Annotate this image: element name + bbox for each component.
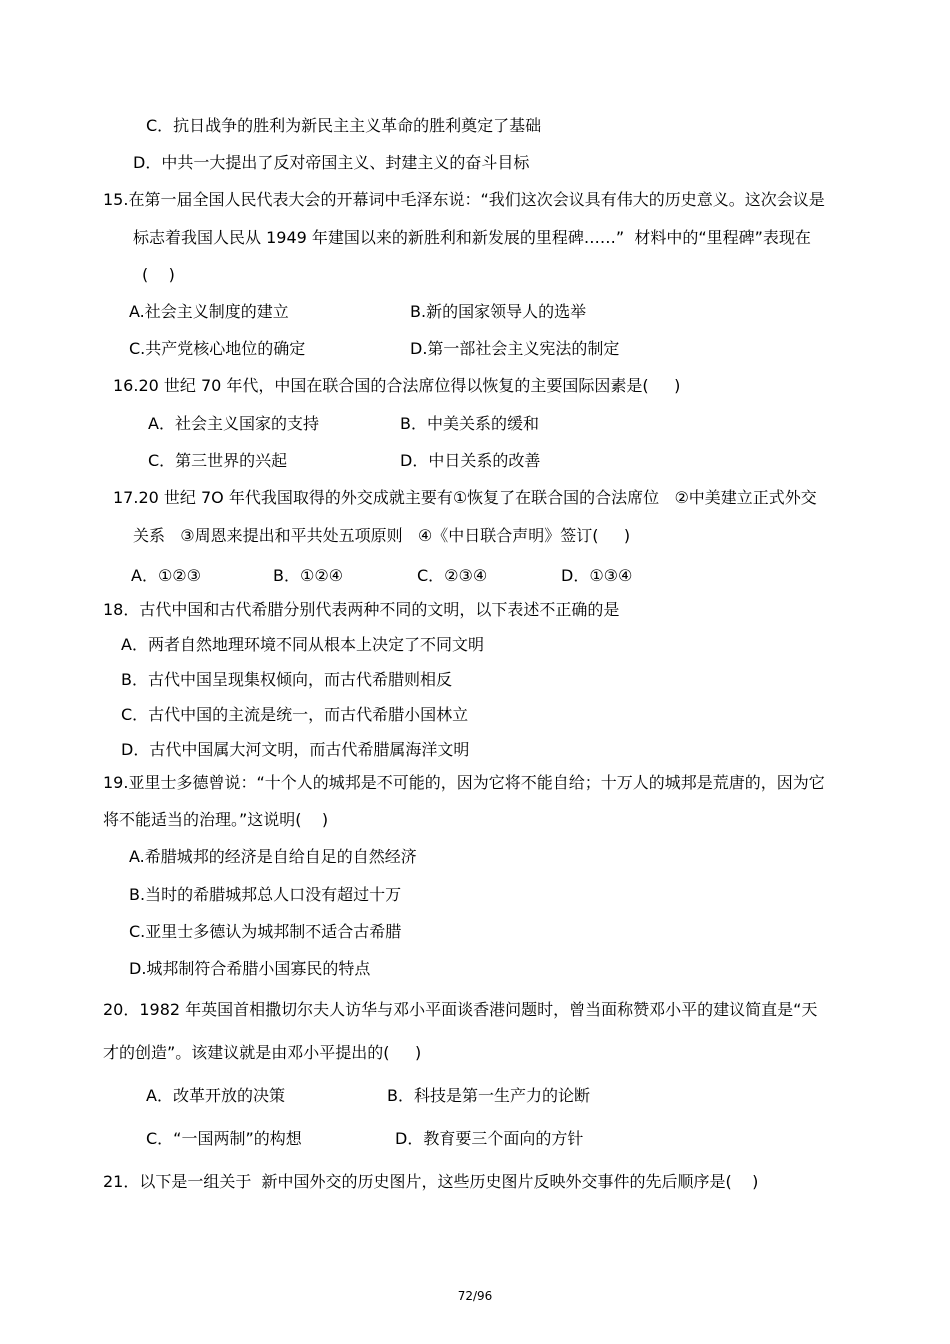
q17-option-d: D．①③④ bbox=[561, 566, 633, 585]
q15-option-d: D.第一部社会主义宪法的制定 bbox=[410, 339, 620, 358]
q18-stem: 18．古代中国和古代希腊分别代表两种不同的文明，以下表述不正确的是 bbox=[103, 600, 620, 619]
q18-option-d: D．古代中国属大河文明，而古代希腊属海洋文明 bbox=[121, 740, 470, 759]
q17-stem: 17.20 世纪 7O 年代我国取得的外交成就主要有①恢复了在联合国的合法席位 ②中美建立正式外交 bbox=[113, 488, 817, 507]
q18-option-a: A．两者自然地理环境不同从根本上决定了不同文明 bbox=[121, 635, 484, 654]
q20-option-c: C．“一国两制”的构想 bbox=[146, 1129, 302, 1148]
q17-option-a: A．①②③ bbox=[131, 566, 201, 585]
q19-option-b: B.当时的希腊城邦总人口没有超过十万 bbox=[129, 885, 402, 904]
q20-option-d: D．教育要三个面向的方针 bbox=[395, 1129, 584, 1148]
q14-option-c: C．抗日战争的胜利为新民主主义革命的胜利奠定了基础 bbox=[146, 116, 542, 135]
q21-stem: 21．以下是一组关于 新中国外交的历史图片，这些历史图片反映外交事件的先后顺序是( ) bbox=[103, 1172, 759, 1191]
q15-stem-cont: 标志着我国人民从 1949 年建国以来的新胜利和新发展的里程碑……” 材料中的“里程碑”表现在 bbox=[133, 228, 811, 247]
q14-option-d: D．中共一大提出了反对帝国主义、封建主义的奋斗目标 bbox=[133, 153, 530, 172]
q15-option-a: A.社会主义制度的建立 bbox=[129, 302, 289, 321]
q15-option-b: B.新的国家领导人的选举 bbox=[410, 302, 587, 321]
q19-stem: 19.亚里士多德曾说：“十个人的城邦是不可能的，因为它将不能自给；十万人的城邦是荒唐的，因为它 bbox=[103, 773, 825, 792]
q15-answer-blank: ( ) bbox=[142, 265, 175, 284]
q15-stem: 15.在第一届全国人民代表大会的开幕词中毛泽东说：“我们这次会议具有伟大的历史意义。这次会议是 bbox=[103, 190, 825, 209]
q19-option-c: C.亚里士多德认为城邦制不适合古希腊 bbox=[129, 922, 402, 941]
q19-option-a: A.希腊城邦的经济是自给自足的自然经济 bbox=[129, 847, 417, 866]
q16-option-a: A．社会主义国家的支持 bbox=[148, 414, 319, 433]
q16-stem: 16.20 世纪 70 年代，中国在联合国的合法席位得以恢复的主要国际因素是( ) bbox=[113, 376, 681, 395]
q17-stem-cont: 关系 ③周恩来提出和平共处五项原则 ④《中日联合声明》签订( ) bbox=[133, 526, 631, 545]
q16-option-b: B．中美关系的缓和 bbox=[400, 414, 539, 433]
q20-option-a: A．改革开放的决策 bbox=[146, 1086, 285, 1105]
q20-stem-cont: 才的创造”。该建议就是由邓小平提出的( ) bbox=[103, 1043, 422, 1062]
q16-option-d: D．中日关系的改善 bbox=[400, 451, 541, 470]
q16-option-c: C．第三世界的兴起 bbox=[148, 451, 288, 470]
q18-option-c: C．古代中国的主流是统一，而古代希腊小国林立 bbox=[121, 705, 469, 724]
q20-option-b: B．科技是第一生产力的论断 bbox=[387, 1086, 590, 1105]
q17-option-c: C．②③④ bbox=[417, 566, 488, 585]
q18-option-b: B．古代中国呈现集权倾向，而古代希腊则相反 bbox=[121, 670, 452, 689]
q15-option-c: C.共产党核心地位的确定 bbox=[129, 339, 306, 358]
q19-option-d: D.城邦制符合希腊小国寡民的特点 bbox=[129, 959, 371, 978]
q20-stem: 20．1982 年英国首相撒切尔夫人访华与邓小平面谈香港问题时，曾当面称赞邓小平的建议简直是“天 bbox=[103, 1000, 818, 1019]
q19-stem-cont: 将不能适当的治理。”这说明( ) bbox=[103, 810, 329, 829]
page-number: 72/96 bbox=[457, 1289, 493, 1303]
q17-option-b: B．①②④ bbox=[273, 566, 344, 585]
